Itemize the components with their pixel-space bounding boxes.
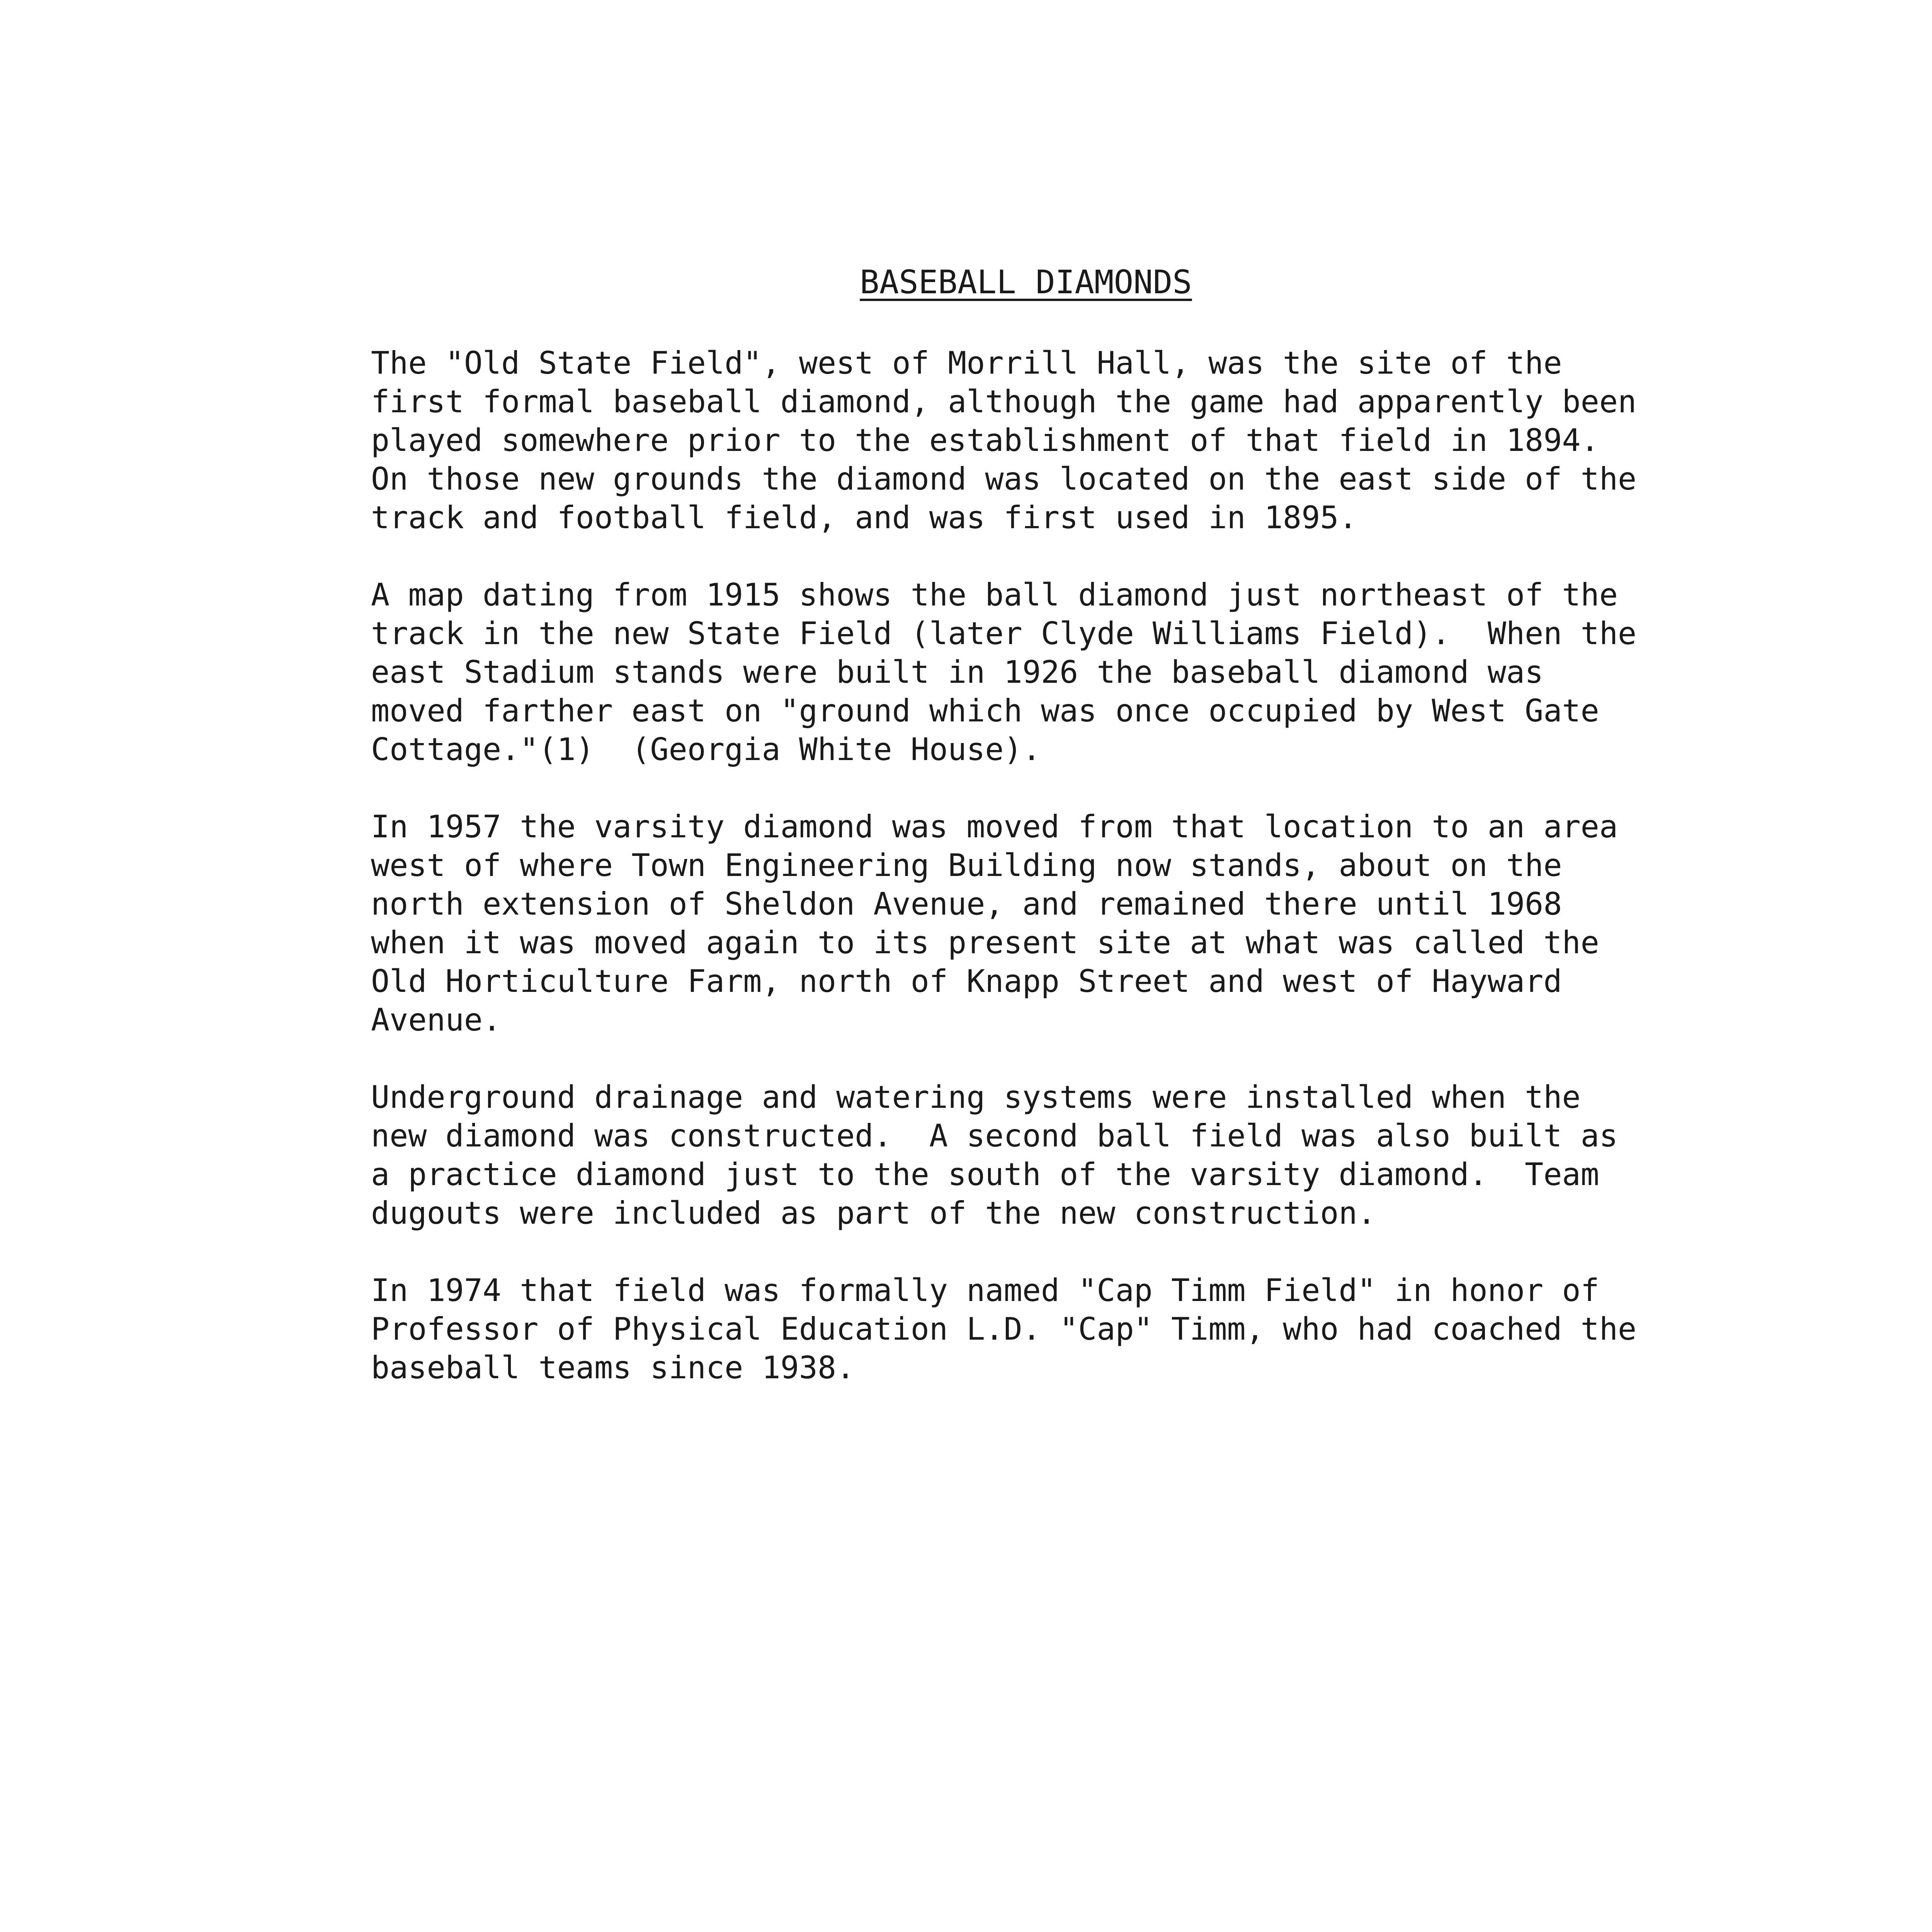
- body-text: [371, 344, 1692, 1426]
- paragraph-old-state-field: The "Old State Field", west of Morrill Hall, was the site of the first formal baseball diamond, although the game had apparently been played somewhere prior to the establishment of that field in 1894. On those new grounds the diamond was located on the east side of the track and football field, and was first used in 1895.: [371, 345, 1637, 536]
- paragraph-map-1915: A map dating from 1915 shows the ball diamond just northeast of the track in the new State Field (later Clyde Williams Field). When the east Stadium stands were built in 1926 the baseball diamond was moved farther east on "ground which was once occupied by West Gate Cottage."(1) (Georgia White House).: [371, 577, 1637, 767]
- paragraph-drainage: Underground drainage and watering systems were installed when the new diamond was constructed. A second ball field was also built as a practice diamond just to the south of the varsity diamond. Team dugouts were included as part of the new construction.: [371, 1079, 1618, 1231]
- page-title: BASEBALL DIAMONDS: [860, 263, 1192, 301]
- paragraph-cap-timm-field: In 1974 that field was formally named "Cap Timm Field" in honor of Professor of Physical Education L.D. "Cap" Timm, who had coached the baseball teams since 1938.: [371, 1272, 1637, 1386]
- paragraph-move-1957: In 1957 the varsity diamond was moved from that location to an area west of where Town Engineering Building now stands, about on the north extension of Sheldon Avenue, and remained there until 1968 when it was moved again to its present site at what was called the Old Horticulture Farm, north of Knapp Street and west of Hayward Avenue.: [371, 809, 1618, 1038]
